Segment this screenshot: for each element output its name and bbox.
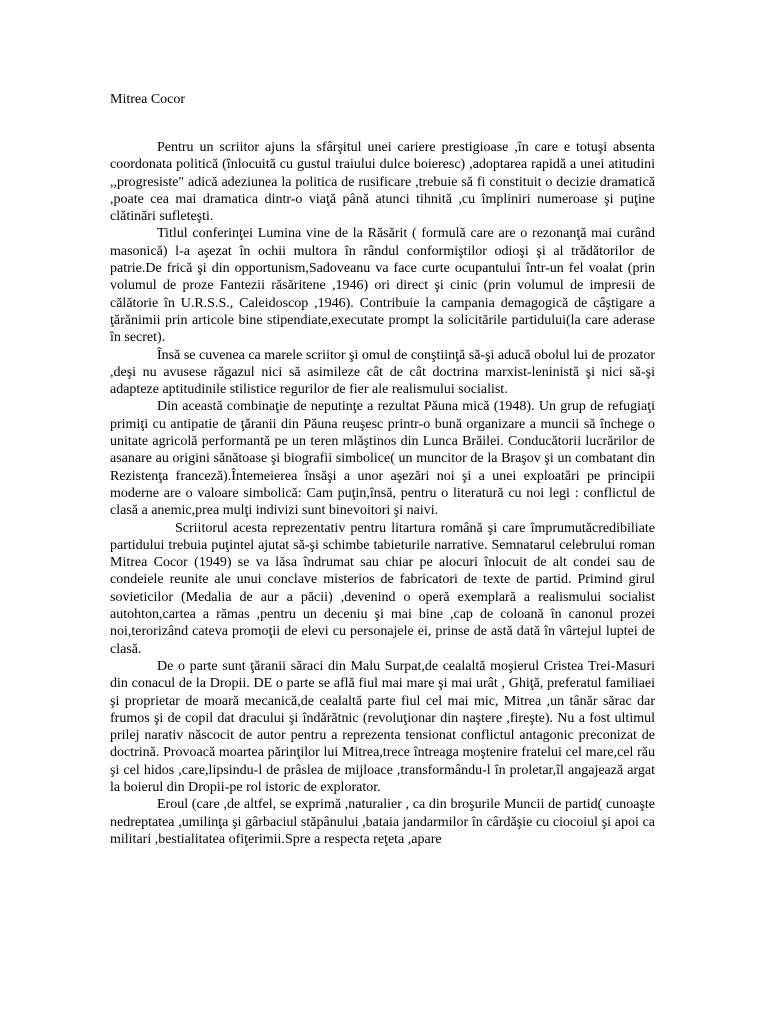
paragraph-1: Pentru un scriitor ajuns la sfârşitul unei cariere prestigioase ,în care e totuşi absenta coordonata politică (înlocuită cu gustul traiului dulce boieresc) ,adoptarea rapidă a unei atitudini ,,progresiste" adică adeziunea la politica de rusificare ,trebuie să fi constituit o decizie dramatică ,poate cea mai dramatica dintr-o viaţă până atunci tihnită ,cu împliniri numeroase şi puţine clătinări sufleteşti.: [110, 140, 655, 225]
paragraph-2: Titlul conferinţei Lumina vine de la Răsărit ( formulă care are o rezonanţă mai curând masonică) l-a aşezat în ochii multora în rândul conformiştilor odioşi şi al trădătorilor de patrie.De frică şi din opportunism,Sadoveanu va face curte ocupantului într-un fel voalat (prin volumul de proze Fantezii răsăritene ,1946) ori direct şi cinic (prin volumul de impresii de călătorie în U.R.S.S., Caleidoscop ,1946). Contribuie la campania demagogică de câştigare a ţărănimii prin articole bine stipendiate,executate prompt la solicitările partidului(la care aderase în secret).: [110, 226, 655, 346]
document-body: [110, 139, 655, 848]
paragraph-7: Eroul (care ,de altfel, se exprimă ,naturalier , ca din broşurile Muncii de partid( cunoaşte nedreptatea ,umilinţa şi gârbaciul stăpânului ,bataia jandarmilor în cârdăşie cu ciocoiul şi apoi ca militari ,bestialitatea ofiţerimii.Spre a respecta reţeta ,apare: [110, 797, 655, 847]
document-title: Mitrea Cocor: [110, 92, 186, 107]
paragraph-3: Însă se cuvenea ca marele scriitor şi omul de conştiinţă să-şi aducă obolul lui de prozator ,deşi nu avusese răgazul nici să asimileze cât de cât doctrina marxist-leninistă şi nici să-şi adapteze aptitudinile stilistice regurilor de fier ale realismului socialist.: [110, 347, 655, 398]
paragraph-5: Scriitorul acesta reprezentativ pentru litartura română şi care împrumutăcredibiliate partidului trebuia puţintel ajutat să-şi schimbe tabieturile narrative. Semnatarul celebrului roman Mitrea Cocor (1949) se va lăsa îndrumat sau chiar pe alocuri înlocuit de alt condei sau de condeiele reunite ale unui conclave misterios de fabricatori de texte de partid. Primind girul sovieticilor (Medalia de aur a păcii) ,devenind o operă exemplară a realismului socialist autohton,cartea a rămas ,pentru un deceniu şi mai bine ,cap de coloană în canonul prozei noi,terorizând cateva promoţii de elevi cu personajele ei, prinse de astă dată în vârtejul luptei de clasă.: [110, 520, 655, 657]
paragraph-4: Din această combinaţie de neputinţe a rezultat Păuna mică (1948). Un grup de refugiaţi primiţi cu antipatie de ţăranii din Păuna reuşesc printr-o bună organizare a muncii să închege o unitate agricolă performantă pe un teren mlăştinos din Lunca Brăilei. Conducătorii lucrărilor de asanare au origini sănătoase şi biografii simbolice( un muncitor de la Braşov şi un combatant din Rezistenţa franceză).Întemeierea însăşi a unor aşezări noi şi a unei exploatări pe principii moderne are o valoare simbolică: Cam puţin,însă, pentru o literatură cu noi legi : conflictul de clasă a anemic,prea mulţi indivizi sunt binevoitori şi naivi.: [110, 399, 655, 519]
paragraph-6: De o parte sunt ţăranii săraci din Malu Surpat,de cealaltă moşierul Cristea Trei-Masuri din conacul de la Dropii. DE o parte se află fiul mai mare şi mai urât , Ghiţă, preferatul familiaei şi proprietar de moară mecanică,de cealaltă parte fiul cel mai mic, Mitrea ,un tânăr sărac dar frumos şi de copil dat dracului şi îndărătnic (revoluţionar din naştere ,fireşte). Nu a fost ultimul prilej narativ născocit de autor pentru a reprezenta tensionat conflictul antagonic preconizat de doctrină. Provoacă moartea părinţilor lui Mitrea,trece întreaga moştenire fratelui cel mare,cel rău şi cel hidos ,care,lipsindu-l de prâslea de mijloace ,transformându-l în proletar,îl angajează argat la boierul din Dropii-pe rol istoric de explorator.: [110, 658, 655, 795]
